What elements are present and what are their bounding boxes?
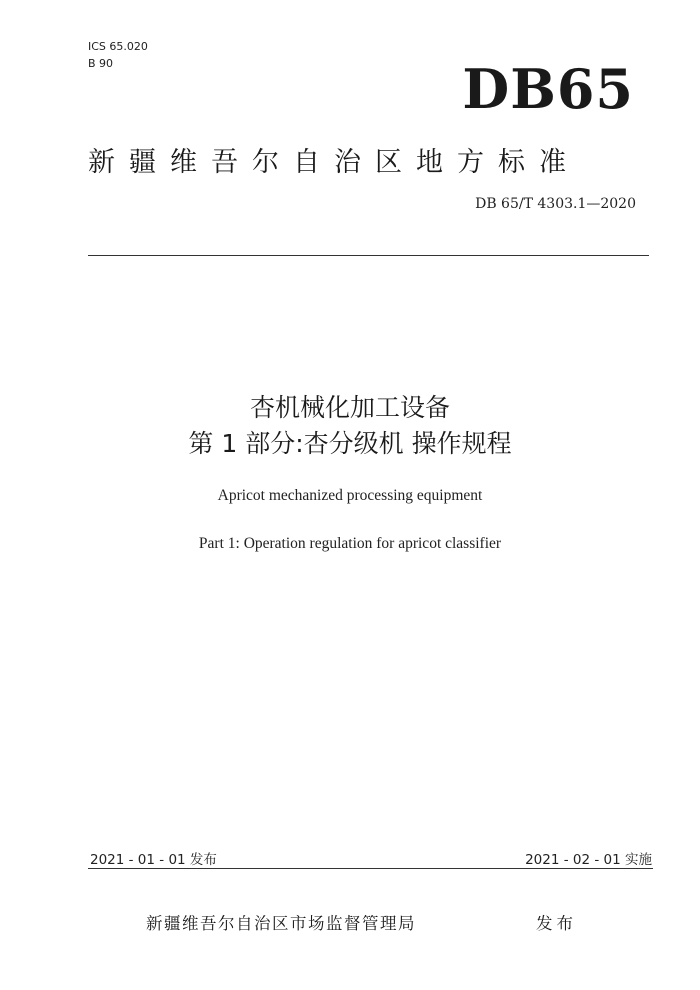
- header-divider: [88, 255, 649, 256]
- title-cn-line2: 第 1 部分:杏分级机 操作规程: [188, 429, 512, 458]
- standard-number: DB 65/T 4303.1—2020: [475, 196, 636, 212]
- issue-date: 2021 - 01 - 01 发布: [90, 852, 217, 868]
- ccs-code: B 90: [88, 57, 114, 70]
- standard-brand: DB65: [462, 57, 634, 121]
- standard-type: 新疆维吾尔自治区地方标准: [88, 147, 580, 178]
- implementation-date: 2021 - 02 - 01 实施: [525, 852, 652, 868]
- title-cn-line1: 杏机械化加工设备: [249, 393, 450, 422]
- issue-label: 发布: [536, 914, 577, 933]
- issuing-authority: 新疆维吾尔自治区市场监督管理局: [146, 914, 416, 933]
- title-en-line1: Apricot mechanized processing equipment: [217, 487, 483, 504]
- ics-code: ICS 65.020: [88, 40, 148, 53]
- footer-divider: [88, 868, 653, 869]
- title-en-line2: Part 1: Operation regulation for apricot classifier: [198, 535, 502, 552]
